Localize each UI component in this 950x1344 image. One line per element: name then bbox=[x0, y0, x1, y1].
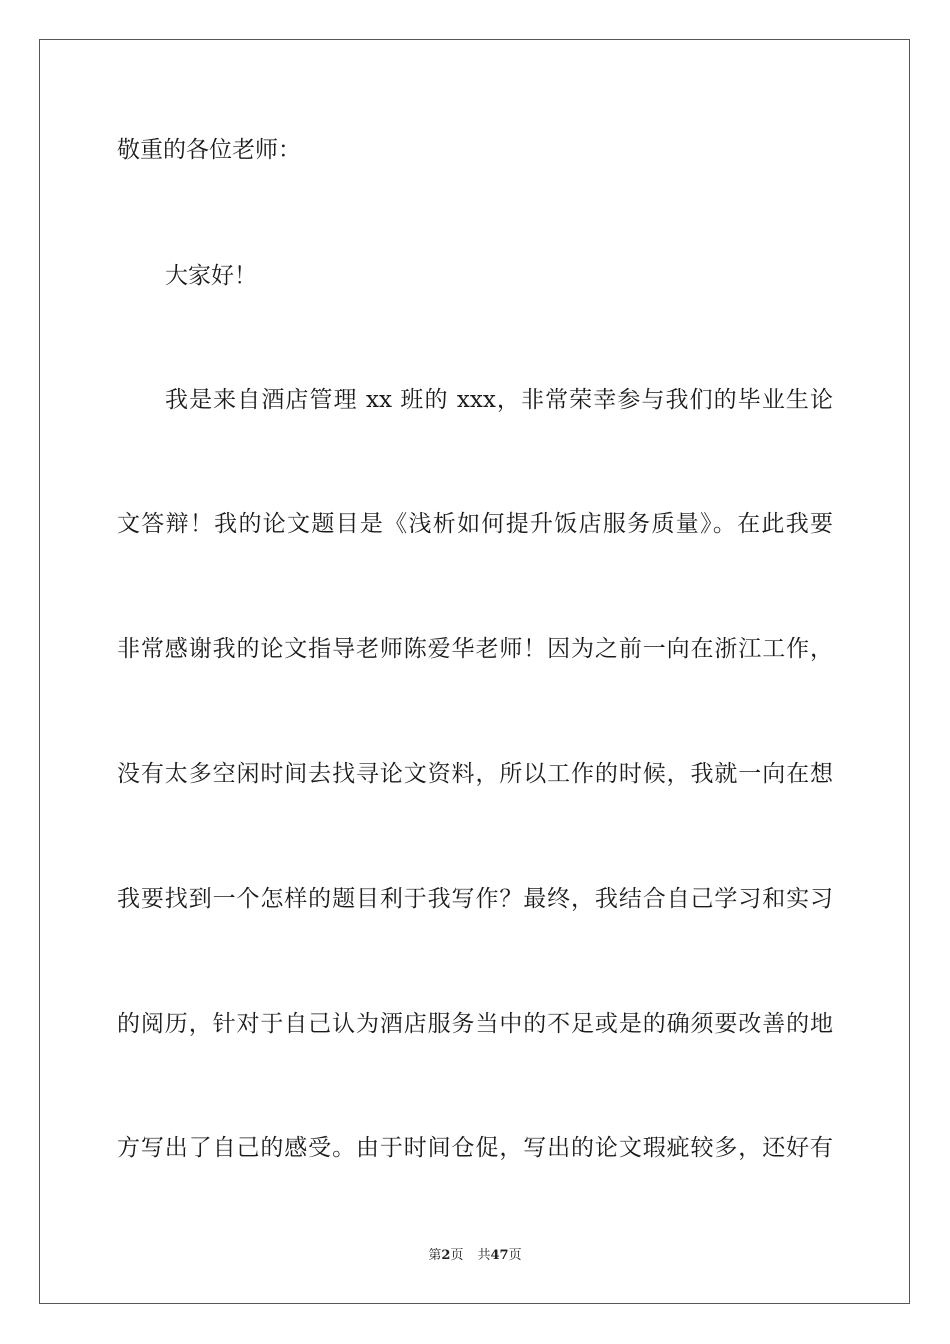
paragraph-line-7: 方写出了自己的感受。由于时间仓促，写出的论文瑕疵较多，还好有 bbox=[117, 1135, 833, 1161]
paragraph-line-1: 我是来自酒店管理 xx 班的 xxx，非常荣幸参与我们的毕业生论 bbox=[165, 387, 833, 413]
footer-page-suffix: 页 bbox=[450, 1248, 464, 1263]
paragraph-line-6: 的阅历，针对于自己认为酒店服务当中的不足或是的确须要改善的地 bbox=[117, 1011, 833, 1037]
footer-total-suffix: 页 bbox=[508, 1248, 522, 1263]
footer-page-prefix: 第 bbox=[428, 1248, 442, 1263]
greeting-line: 大家好！ bbox=[165, 263, 257, 289]
paragraph-line-2: 文答辩！我的论文题目是《浅析如何提升饭店服务质量》。在此我要 bbox=[117, 511, 833, 537]
footer-page-number: 2 bbox=[441, 1248, 451, 1263]
paragraph-line-5: 我要找到一个怎样的题目利于我写作？最终，我结合自己学习和实习 bbox=[117, 886, 833, 912]
salutation-line: 敬重的各位老师： bbox=[117, 137, 301, 163]
paragraph-line-3: 非常感谢我的论文指导老师陈爱华老师！因为之前一向在浙江工作， bbox=[117, 636, 833, 662]
footer-total-prefix: 共 bbox=[477, 1248, 491, 1263]
footer-total-pages: 47 bbox=[490, 1248, 509, 1263]
paragraph-line-4: 没有太多空闲时间去找寻论文资料，所以工作的时候，我就一向在想 bbox=[117, 761, 833, 787]
page-footer bbox=[0, 1247, 950, 1265]
page-border bbox=[39, 39, 910, 1304]
